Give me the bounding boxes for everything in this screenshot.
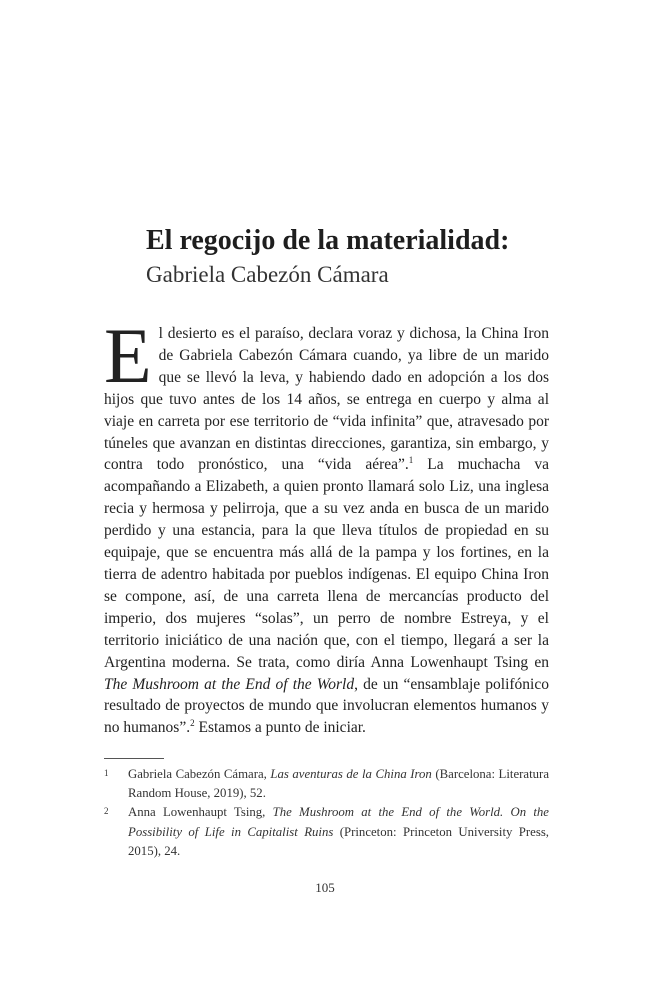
chapter-title: El regocijo de la materialidad: xyxy=(146,225,510,256)
chapter-author: Gabriela Cabezón Cámara xyxy=(146,262,389,287)
footnote-text-part: Anna Lowenhaupt Tsing, xyxy=(128,805,273,820)
footnote-text-part: (Princeton: Princeton University Press, 2015), 24. xyxy=(128,824,549,858)
body-text-3: , de un “ensamblaje polifónico resultado de proyectos de mundo que involucran elementos humanos y no humanos”. xyxy=(104,675,549,737)
body-text-4: Estamos a punto de iniciar. xyxy=(194,719,366,737)
footnote-number: 2 xyxy=(104,806,109,817)
footnote-text-part: Gabriela Cabezón Cámara, xyxy=(128,767,271,781)
footnote-separator xyxy=(104,758,164,759)
page-number: 105 xyxy=(315,880,335,895)
body-text-1: l desierto es el paraíso, declara voraz y dichosa, la China Iron de Gabriela Cabezón Cámara cuando, ya libre de un marido que se llevó la leva, y habiendo dado en adopción a los dos hijos que tuvo antes de los 14 años, se entrega en cuerpo y alma al viaje en carreta por ese territorio de “vida infinita” que, atravesado por túneles que avanzan en distintas direcciones, garantiza, sin embargo, y contra todo pronóstico, una “vida aérea”. xyxy=(104,325,549,474)
book-title-italic: The Mushroom at the End of the World xyxy=(104,675,355,693)
footnote-text-part: (Barcelona: Literatura Random House, 2019), 52. xyxy=(128,767,549,801)
footnote-text xyxy=(128,803,549,861)
footnote-ref-1[interactable]: 1 xyxy=(408,455,414,466)
footnote xyxy=(104,765,549,803)
footnote-text xyxy=(128,765,549,803)
footnote-title-italic: The Mushroom at the End of the World. On the Possibility of Life in Capitalist Ruins xyxy=(128,805,549,839)
drop-cap: E xyxy=(104,312,152,399)
body-paragraph xyxy=(104,312,549,739)
footnote xyxy=(104,803,549,861)
footnote-number: 1 xyxy=(104,768,109,778)
footnote-title-italic: Las aventuras de la China Iron xyxy=(270,767,432,781)
footnotes xyxy=(104,765,549,861)
main-text xyxy=(104,312,549,739)
body-text-2: La muchacha va acompañando a Elizabeth, a quien pronto llamará solo Liz, una inglesa recia y hermosa y pelirroja, que a su vez anda en busca de un marido perdido y una estancia, para la que lleva títulos de propiedad en su equipaje, que se encuentra más allá de la pampa y los fortines, en la tierra de adentro habitada por pueblos indígenas. El equipo China Iron se compone, así, de una carreta llena de mercancías producto del imperio, dos mujeres “solas”, un perro de nombre Estreya, y el territorio iniciático de una nación que, con el tiempo, llegará a ser la Argentina moderna. Se trata, como diría Anna Lowenhaupt Tsing en xyxy=(104,456,549,671)
footnote-ref-2[interactable]: 2 xyxy=(190,718,195,729)
